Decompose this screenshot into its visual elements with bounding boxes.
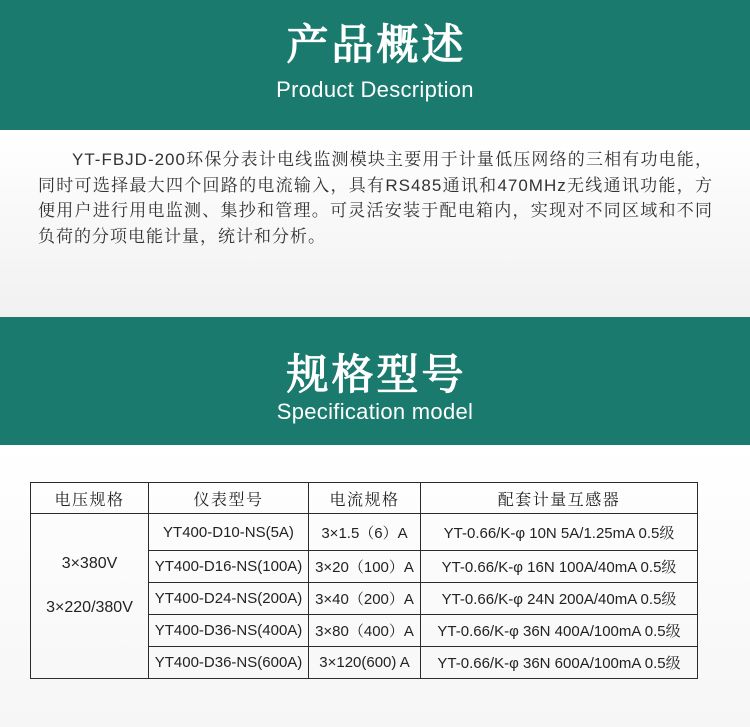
voltage-value: 3×380V [61,555,118,572]
table-row [31,514,698,551]
transformer-cell: YT-0.66/K-φ 10N 5A/1.25mA 0.5级 [421,514,698,551]
current-cell: 3×1.5（6）A [309,514,421,551]
header-model: 仪表型号 [149,483,309,514]
current-cell: 3×40（200）A [309,583,421,615]
transformer-cell: YT-0.66/K-φ 24N 200A/40mA 0.5级 [421,583,698,615]
overview-subtitle: Product Description [276,77,474,102]
overview-title: 产品概述 [286,20,467,69]
voltage-value: 3×220/380V [46,599,133,616]
model-cell: YT400-D36-NS(400A) [149,615,309,647]
current-cell: 3×120(600) A [309,647,421,679]
model-cell: YT400-D24-NS(200A) [149,583,309,615]
transformer-cell: YT-0.66/K-φ 16N 100A/40mA 0.5级 [421,551,698,583]
overview-banner [0,0,750,130]
current-cell: 3×20（100）A [309,551,421,583]
header-transformer: 配套计量互感器 [421,483,698,514]
description-section [0,130,750,317]
model-cell: YT400-D10-NS(5A) [149,514,309,551]
specification-title: 规格型号 [286,350,467,399]
header-voltage: 电压规格 [31,483,149,514]
specification-banner [0,317,750,445]
voltage-values [33,542,146,650]
current-cell: 3×80（400）A [309,615,421,647]
specification-section [0,445,750,727]
transformer-cell: YT-0.66/K-φ 36N 600A/100mA 0.5级 [421,647,698,679]
voltage-cell [31,514,149,679]
table-header-row [31,483,698,514]
transformer-cell: YT-0.66/K-φ 36N 400A/100mA 0.5级 [421,615,698,647]
model-cell: YT400-D16-NS(100A) [149,551,309,583]
description-text: YT-FBJD-200环保分表计电线监测模块主要用于计量低压网络的三相有功电能，同时可选择最大四个回路的电流输入，具有RS485通讯和470MHz无线通讯功能，方便用户进行用电监测、集抄和管理。可灵活安装于配电箱内，实现对不同区域和不同负荷的分项电能计量，统计和分析。 [38,150,713,246]
specification-subtitle: Specification model [276,399,474,424]
spec-table [30,482,698,679]
model-cell: YT400-D36-NS(600A) [149,647,309,679]
header-current: 电流规格 [309,483,421,514]
